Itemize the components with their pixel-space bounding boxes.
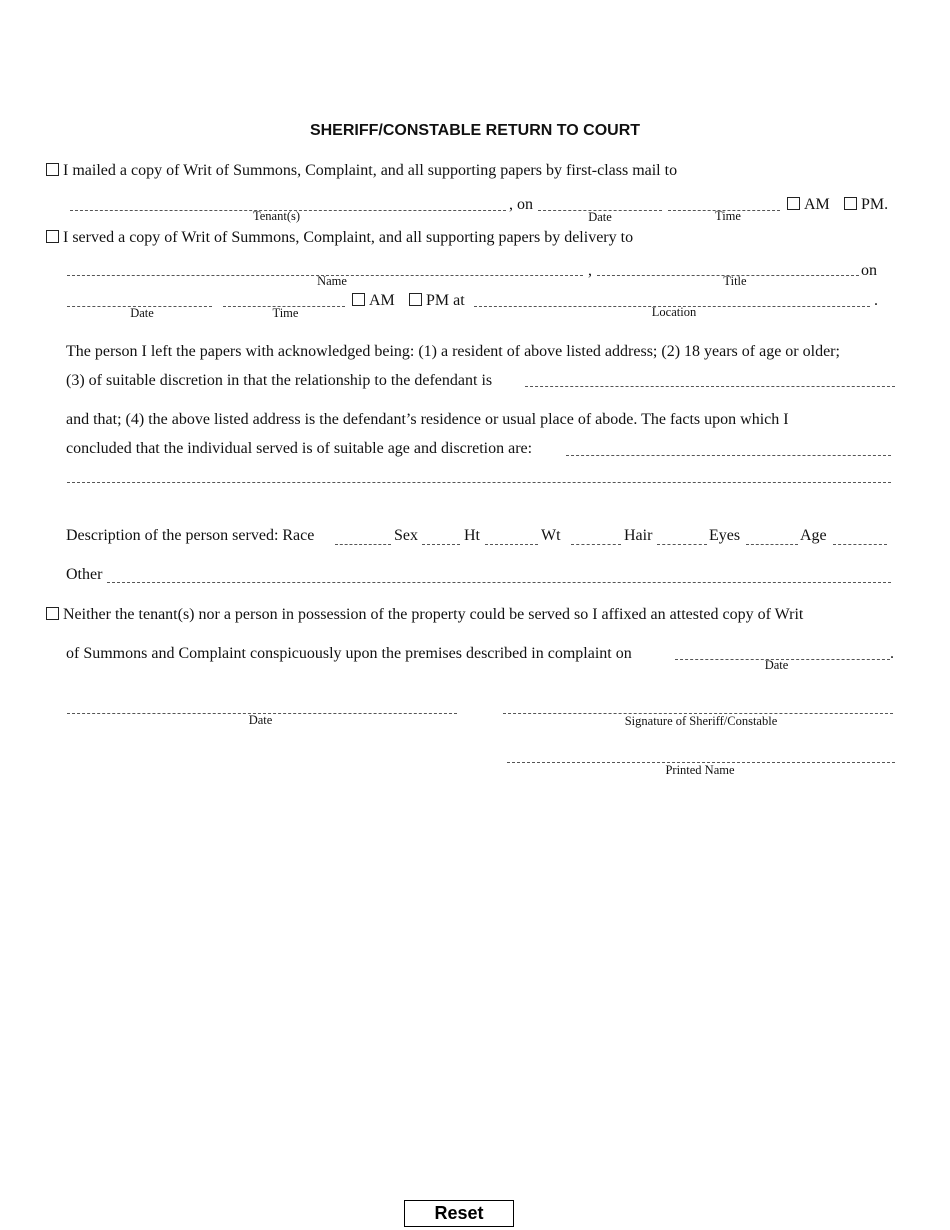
mail-on-text: , on [509, 196, 533, 213]
delivery-pm-option [409, 292, 465, 310]
ack-line-2: (3) of suitable discretion in that the relationship to the defendant is [66, 372, 493, 389]
affixed-checkbox[interactable] [46, 607, 59, 620]
delivery-time-label: Time [272, 306, 299, 320]
signature-date-label: Date [248, 713, 273, 727]
delivery-am-checkbox[interactable] [352, 293, 365, 306]
delivery-on-text: on [861, 262, 877, 279]
mail-time-label: Time [715, 209, 741, 223]
mail-pm-checkbox[interactable] [844, 197, 857, 210]
delivery-date-label: Date [130, 306, 154, 320]
mail-text: I mailed a copy of Writ of Summons, Complaint, and all supporting papers by first-class mail to [63, 162, 678, 179]
hair-field[interactable] [657, 544, 707, 545]
mail-checkbox[interactable] [46, 163, 59, 176]
facts-field-continued[interactable] [67, 482, 891, 483]
mail-date-label: Date [588, 210, 612, 224]
age-label: Age [800, 527, 827, 544]
affixed-line-1: Neither the tenant(s) nor a person in possession of the property could be served so I affixed an attested copy of Writ [63, 606, 804, 623]
mail-am-option [787, 196, 830, 214]
delivery-text: I served a copy of Writ of Summons, Complaint, and all supporting papers by delivery to [63, 229, 634, 246]
affixed-period: . [890, 645, 894, 662]
page-title: SHERIFF/CONSTABLE RETURN TO COURT [309, 122, 641, 139]
delivery-comma: , [588, 262, 592, 279]
delivery-name-label: Name [317, 274, 347, 288]
race-field[interactable] [335, 544, 391, 545]
ack-line-3: and that; (4) the above listed address is the defendant’s residence or usual place of abode. The facts upon which I [66, 411, 789, 428]
affixed-date-label: Date [764, 658, 789, 672]
relationship-field[interactable] [525, 386, 895, 387]
delivery-checkbox[interactable] [46, 230, 59, 243]
sex-field[interactable] [422, 544, 460, 545]
mail-am-checkbox[interactable] [787, 197, 800, 210]
mail-am-label: AM [804, 196, 830, 213]
age-field[interactable] [833, 544, 887, 545]
ht-label: Ht [464, 527, 480, 544]
delivery-am-option [352, 292, 395, 310]
mail-option [46, 162, 677, 180]
delivery-am-label: AM [369, 292, 395, 309]
mail-pm-label: PM. [861, 196, 889, 213]
delivery-option [46, 229, 633, 247]
affixed-option [46, 606, 803, 624]
ack-line-1: The person I left the papers with acknowledged being: (1) a resident of above listed address; (2) 18 years of age or older; [66, 343, 840, 360]
delivery-location-label: Location [651, 305, 697, 319]
ht-field[interactable] [485, 544, 538, 545]
delivery-period: . [874, 292, 878, 309]
other-label: Other [66, 566, 103, 583]
eyes-field[interactable] [746, 544, 798, 545]
hair-label: Hair [624, 527, 653, 544]
delivery-pm-checkbox[interactable] [409, 293, 422, 306]
sex-label: Sex [394, 527, 418, 544]
mail-pm-option [844, 196, 888, 214]
tenants-label: Tenant(s) [252, 209, 301, 223]
reset-button[interactable]: Reset [404, 1200, 514, 1227]
wt-label: Wt [541, 527, 561, 544]
signature-label: Signature of Sheriff/Constable [624, 714, 778, 728]
printed-name-label: Printed Name [665, 763, 735, 777]
facts-field[interactable] [566, 455, 891, 456]
wt-field[interactable] [571, 544, 621, 545]
other-field[interactable] [107, 582, 891, 583]
delivery-title-label: Title [723, 274, 747, 288]
ack-line-4: concluded that the individual served is of suitable age and discretion are: [66, 440, 533, 457]
affixed-line-2: of Summons and Complaint conspicuously upon the premises described in complaint on [66, 645, 632, 662]
eyes-label: Eyes [709, 527, 741, 544]
delivery-pm-label: PM at [426, 292, 465, 309]
description-prefix: Description of the person served: Race [66, 527, 315, 544]
